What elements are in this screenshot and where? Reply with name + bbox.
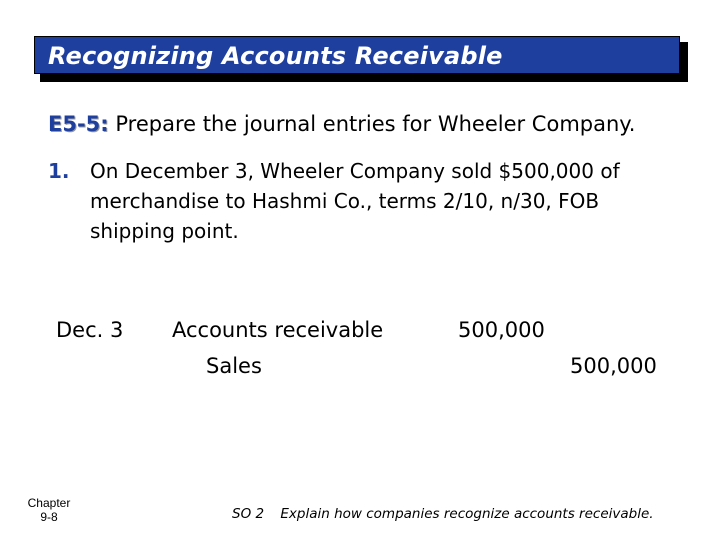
debit-account: Accounts receivable	[172, 318, 384, 342]
credit-amount: 500,000	[570, 354, 657, 378]
so-label: SO 2	[232, 506, 265, 522]
item-number: 1.	[48, 159, 70, 183]
study-objective	[232, 504, 654, 524]
slide-title: Recognizing Accounts Receivable	[48, 42, 503, 70]
exercise-code: E5-5:	[48, 112, 109, 136]
debit-amount: 500,000	[458, 318, 545, 342]
chapter-page: 9-8	[40, 510, 58, 524]
chapter-label	[14, 496, 84, 524]
chapter-text: Chapter	[27, 496, 71, 510]
exercise-line	[48, 110, 635, 138]
exercise-text: Prepare the journal entries for Wheeler Company.	[115, 112, 636, 136]
item-text: On December 3, Wheeler Company sold $500,000 of merchandise to Hashmi Co., terms 2/10, n/30, FOB shipping point.	[90, 159, 620, 243]
so-text: Explain how companies recognize accounts receivable.	[280, 506, 654, 522]
credit-account: Sales	[206, 354, 262, 378]
entry-date: Dec. 3	[56, 318, 124, 342]
